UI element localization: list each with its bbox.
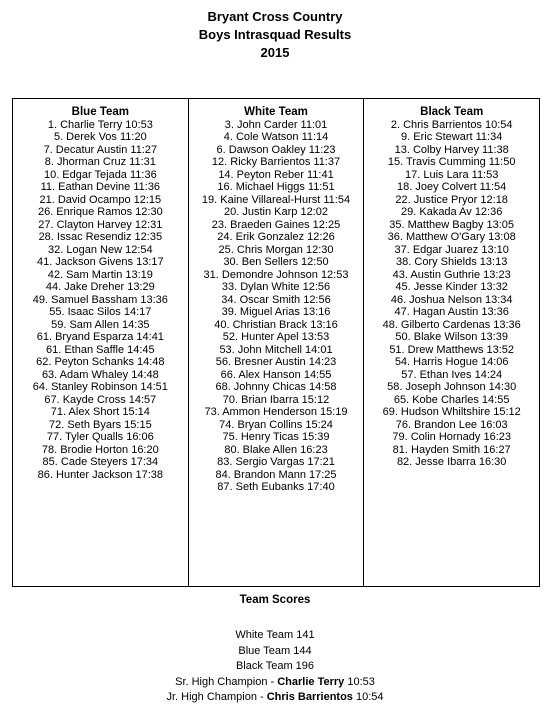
black-team-column [363, 99, 539, 586]
jr-champion-name: Chris Barrientos [266, 691, 353, 703]
school-title: Bryant Cross Country [207, 9, 343, 24]
runner-entry: 75. Henry Ticas 15:39 [222, 431, 330, 443]
runner-entry: 44. Jake Dreher 13:29 [45, 281, 155, 293]
runner-entry: 83. Sergio Vargas 17:21 [217, 456, 335, 468]
jr-champion-prefix: Jr. High Champion - [166, 691, 267, 703]
runner-entry: 86. Hunter Jackson 17:38 [37, 468, 164, 481]
runner-list-white [189, 119, 364, 494]
runner-entry: 8. Jhorman Cruz 11:31 [44, 156, 156, 168]
runner-entry: 1. Charlie Terry 10:53 [47, 118, 153, 131]
runner-entry: 45. Jesse Kinder 13:32 [395, 281, 508, 293]
results-title [0, 8, 550, 62]
runner-entry: 69. Hudson Whiltshire 15:12 [382, 406, 521, 418]
runner-entry: 76. Brandon Lee 16:03 [395, 418, 508, 431]
runner-entry: 79. Colin Hornady 16:23 [392, 431, 511, 443]
score-line: Blue Team 144 [238, 644, 312, 657]
runner-entry: 36. Matthew O'Gary 13:08 [387, 231, 516, 243]
runner-entry: 71. Alex Short 15:14 [50, 406, 150, 418]
runner-entry: 42. Sam Martin 13:19 [47, 268, 153, 281]
runner-entry: 31. Demondre Johnson 12:53 [203, 268, 349, 281]
runner-entry: 61. Bryand Esparza 14:41 [36, 331, 164, 343]
blue-team-column [13, 99, 188, 586]
runner-entry: 57. Ethan Ives 14:24 [401, 368, 503, 381]
runner-entry: 52. Hunter Apel 13:53 [222, 331, 330, 343]
runner-entry: 50. Blake Wilson 13:39 [395, 331, 508, 343]
white-team-column [188, 99, 364, 586]
sr-champion-line [0, 675, 550, 691]
runner-entry: 30. Ben Sellers 12:50 [223, 256, 329, 268]
runner-entry: 28. Issac Resendiz 12:35 [38, 231, 163, 243]
runner-entry: 32. Logan New 12:54 [48, 243, 153, 256]
runner-entry: 56. Bresner Austin 14:23 [215, 356, 337, 368]
runner-entry: 82. Jesse Ibarra 16:30 [396, 456, 507, 468]
team-header-white: White Team [244, 106, 308, 118]
team-scores-title: Team Scores [239, 594, 311, 606]
runner-entry: 48. Gilberto Cardenas 13:36 [382, 318, 521, 331]
runner-entry: 17. Luis Lara 11:53 [404, 168, 499, 181]
runner-entry: 22. Justice Pryor 12:18 [395, 193, 508, 206]
runner-entry: 46. Joshua Nelson 13:34 [390, 293, 513, 306]
score-line: White Team 141 [235, 629, 315, 641]
runner-entry: 21. David Ocampo 12:15 [39, 193, 162, 206]
runner-entry: 87. Seth Eubanks 17:40 [217, 481, 335, 493]
team-header-blue: Blue Team [71, 106, 129, 118]
runner-entry: 66. Alex Hanson 14:55 [220, 368, 332, 381]
runner-entry: 15. Travis Cumming 11:50 [387, 156, 516, 168]
runner-entry: 63. Adam Whaley 14:48 [41, 368, 159, 381]
runner-entry: 67. Kayde Cross 14:57 [44, 393, 157, 406]
runner-entry: 49. Samuel Bassham 13:36 [32, 293, 168, 306]
runner-entry: 43. Austin Guthrie 13:23 [392, 268, 511, 281]
runner-entry: 14. Peyton Reber 11:41 [218, 168, 334, 181]
runner-entry: 74. Bryan Collins 15:24 [219, 418, 333, 431]
runner-entry: 39. Miguel Arias 13:16 [221, 306, 331, 318]
runner-entry: 24. Erik Gonzalez 12:26 [217, 231, 335, 243]
runner-entry: 5. Derek Vos 11:20 [53, 131, 147, 143]
runner-entry: 38. Cory Shields 13:13 [396, 256, 508, 268]
runner-entry: 20. Justin Karp 12:02 [224, 206, 328, 218]
runner-entry: 51. Drew Matthews 13:52 [389, 343, 515, 356]
runner-entry: 9. Eric Stewart 11:34 [401, 131, 503, 143]
runner-entry: 27. Clayton Harvey 12:31 [38, 218, 163, 231]
jr-champion-line [0, 690, 550, 706]
runner-entry: 26. Enrique Ramos 12:30 [37, 206, 163, 218]
year-title: 2015 [260, 45, 290, 60]
runner-entry: 61. Ethan Saffle 14:45 [46, 343, 155, 356]
runner-entry: 73. Ammon Henderson 15:19 [204, 406, 348, 418]
runner-entry: 23. Braeden Gaines 12:25 [211, 218, 341, 231]
runner-entry: 47. Hagan Austin 13:36 [394, 306, 509, 318]
runner-entry: 11. Eathan Devine 11:36 [40, 181, 161, 193]
runner-entry: 68. Johnny Chicas 14:58 [215, 381, 337, 393]
runner-entry: 13. Colby Harvey 11:38 [394, 143, 509, 156]
runner-entry: 77. Tyler Qualls 16:06 [46, 431, 154, 443]
runner-list-black [364, 119, 539, 469]
runner-entry: 34. Oscar Smith 12:56 [221, 293, 331, 306]
runner-entry: 55. Isaac Silos 14:17 [49, 306, 152, 318]
runner-entry: 64. Stanley Robinson 14:51 [32, 381, 168, 393]
runner-entry: 33. Dylan White 12:56 [221, 281, 331, 293]
runner-entry: 40. Christian Brack 13:16 [214, 318, 338, 331]
runner-entry: 70. Brian Ibarra 15:12 [222, 393, 330, 406]
score-line: Black Team 196 [235, 660, 315, 672]
runner-entry: 78. Brodie Horton 16:20 [41, 443, 159, 456]
runner-entry: 29. Kakada Av 12:36 [401, 206, 503, 218]
runner-entry: 53. John Mitchell 14:01 [219, 343, 333, 356]
runner-entry: 85. Cade Steyers 17:34 [42, 456, 159, 468]
runner-entry: 25. Chris Morgan 12:30 [218, 243, 334, 256]
runner-entry: 6. Dawson Oakley 11:23 [216, 143, 336, 156]
runner-entry: 80. Blake Allen 16:23 [224, 443, 328, 456]
team-scores-section [0, 594, 550, 706]
jr-champion-time: 10:54 [352, 691, 384, 703]
runner-entry: 65. Kobe Charles 14:55 [393, 393, 510, 406]
runner-entry: 81. Hayden Smith 16:27 [392, 443, 511, 456]
runner-entry: 3. John Carder 11:01 [224, 118, 328, 131]
runner-entry: 2. Chris Barrientos 10:54 [390, 118, 513, 131]
runner-entry: 12. Ricky Barrientos 11:37 [211, 156, 341, 168]
sr-champion-name: Charlie Terry [277, 675, 345, 688]
runner-entry: 84. Brandon Mann 17:25 [215, 468, 337, 481]
event-title: Boys Intrasquad Results [198, 27, 352, 42]
sr-champion-prefix: Sr. High Champion - [175, 675, 278, 688]
runner-entry: 37. Edgar Juarez 13:10 [394, 243, 509, 256]
runner-list-blue [13, 119, 188, 482]
team-header-black: Black Team [420, 106, 484, 118]
results-table [12, 98, 540, 587]
runner-entry: 10. Edgar Tejada 11:36 [43, 168, 157, 181]
runner-entry: 18. Joey Colvert 11:54 [397, 181, 507, 193]
runner-entry: 16. Michael Higgs 11:51 [217, 181, 335, 193]
runner-entry: 19. Kaine Villareal-Hurst 11:54 [201, 193, 351, 206]
runner-entry: 7. Decatur Austin 11:27 [43, 143, 158, 156]
runner-entry: 41. Jackson Givens 13:17 [37, 256, 164, 268]
sr-champion-time: 10:53 [344, 675, 375, 688]
runner-entry: 4. Cole Watson 11:14 [223, 131, 329, 143]
runner-entry: 62. Peyton Schanks 14:48 [36, 356, 165, 368]
runner-entry: 72. Seth Byars 15:15 [48, 418, 152, 431]
runner-entry: 58. Joseph Johnson 14:30 [387, 381, 517, 393]
runner-entry: 54. Harris Hogue 14:06 [394, 356, 509, 368]
runner-entry: 59. Sam Allen 14:35 [51, 318, 150, 331]
runner-entry: 35. Matthew Bagby 13:05 [389, 218, 515, 231]
